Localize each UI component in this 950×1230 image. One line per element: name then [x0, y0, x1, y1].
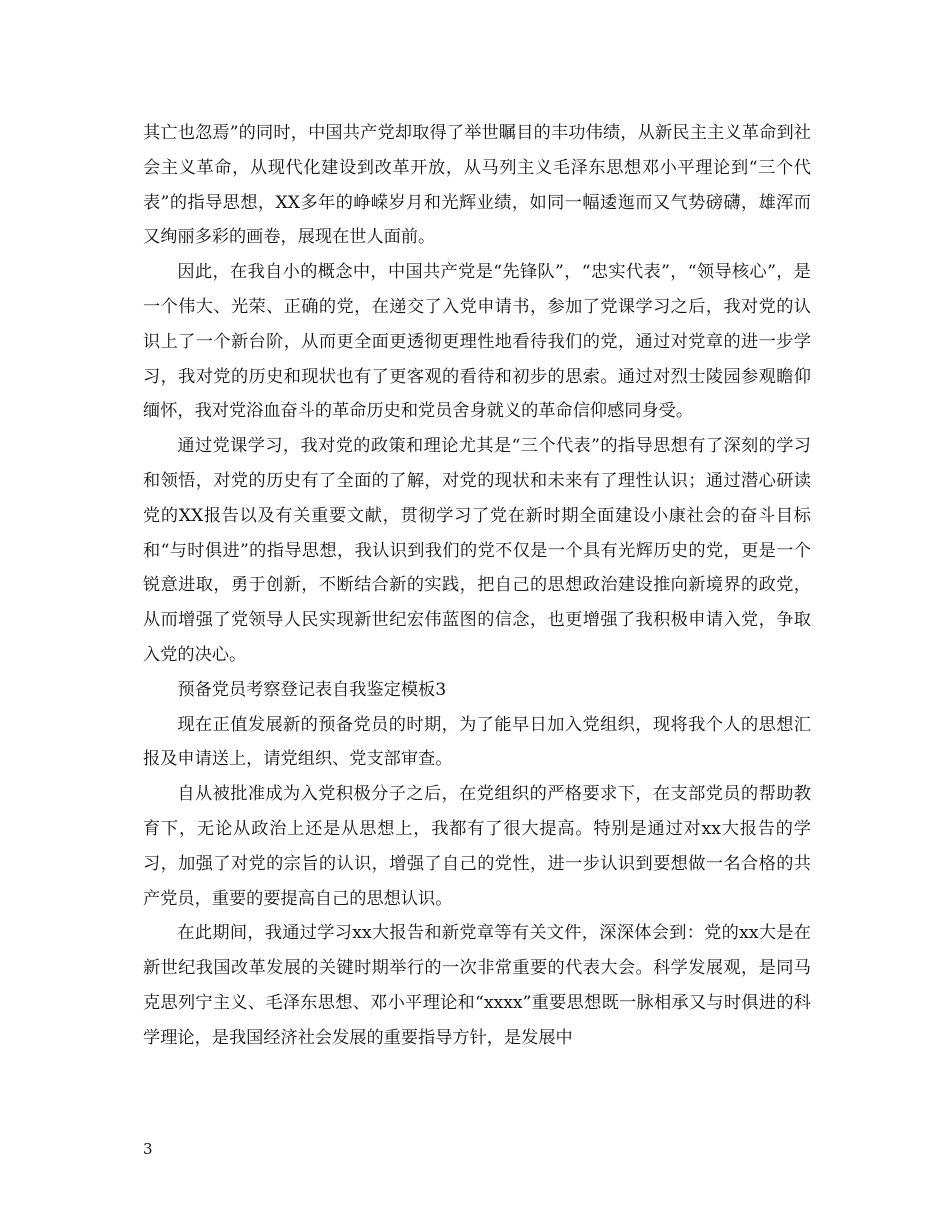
paragraph-party-course-study: 通过党课学习，我对党的政策和理论尤其是“三个代表”的指导思想有了深刻的学习和领悟，对党的历史有了全面的了解，对党的现状和未来有了理性认识；通过潜心研读党的XX报告以及有关重要文献，贯彻学习了党在新时期全面建设小康社会的奋斗目标和“与时俱进”的指导思想，我认识到我们的党不仅是一个具有光辉历史的党，更是一个锐意进取，勇于创新，不断结合新的实践，把自己的思想政治建设推向新境界的政党，从而增强了党领导人民实现新世纪宏伟蓝图的信念，也更增强了我积极申请入党，争取入党的决心。 [143, 436, 811, 665]
document-body [143, 116, 811, 1056]
paragraph-party-concept: 因此，在我自小的概念中，中国共产党是“先锋队”，“忠实代表”，“领导核心”，是一个伟大、光荣、正确的党，在递交了入党申请书，参加了党课学习之后，我对党的认识上了一个新台阶，从而更全面更透彻更理性地看待我们的党，通过对党章的进一步学习，我对党的历史和现状也有了更客观的看待和初步的思索。通过对烈士陵园参观瞻仰缅怀，我对党浴血奋斗的革命历史和党员舍身就义的革命信仰感同身受。 [143, 262, 811, 422]
paragraph-report-study: 在此期间，我通过学习xx大报告和新党章等有关文件，深深体会到：党的xx大是在新世纪我国改革发展的关键时期举行的一次非常重要的代表大会。科学发展观，是同马克思列宁主义、毛泽东思想、邓小平理论和“xxxx”重要思想既一脉相承又与时俱进的科学理论，是我国经济社会发展的重要指导方针，是发展中 [143, 923, 811, 1048]
paragraph-application: 现在正值发展新的预备党员的时期，为了能早日加入党组织，现将我个人的思想汇报及申请送上，请党组织、党支部审查。 [143, 714, 811, 770]
section-heading-template-3: 预备党员考察登记表自我鉴定模板3 [177, 679, 447, 700]
paragraph-progress: 自从被批准成为入党积极分子之后，在党组织的严格要求下，在支部党员的帮助教育下，无论从政治上还是从思想上，我都有了很大提高。特别是通过对xx大报告的学习，加强了对党的宗旨的认识，增强了自己的党性，进一步认识到要想做一名合格的共产党员，重要的要提高自己的思想认识。 [143, 784, 811, 909]
page-number: 3 [143, 1140, 153, 1158]
paragraph-continuation: 其亡也忽焉”的同时，中国共产党却取得了举世瞩目的丰功伟绩，从新民主主义革命到社会主义革命，从现代化建设到改革开放，从马列主义毛泽东思想邓小平理论到“三个代表”的指导思想，XX多年的峥嵘岁月和光辉业绩，如同一幅逶迤而又气势磅礴，雄浑而又绚丽多彩的画卷，展现在世人面前。 [143, 123, 811, 248]
